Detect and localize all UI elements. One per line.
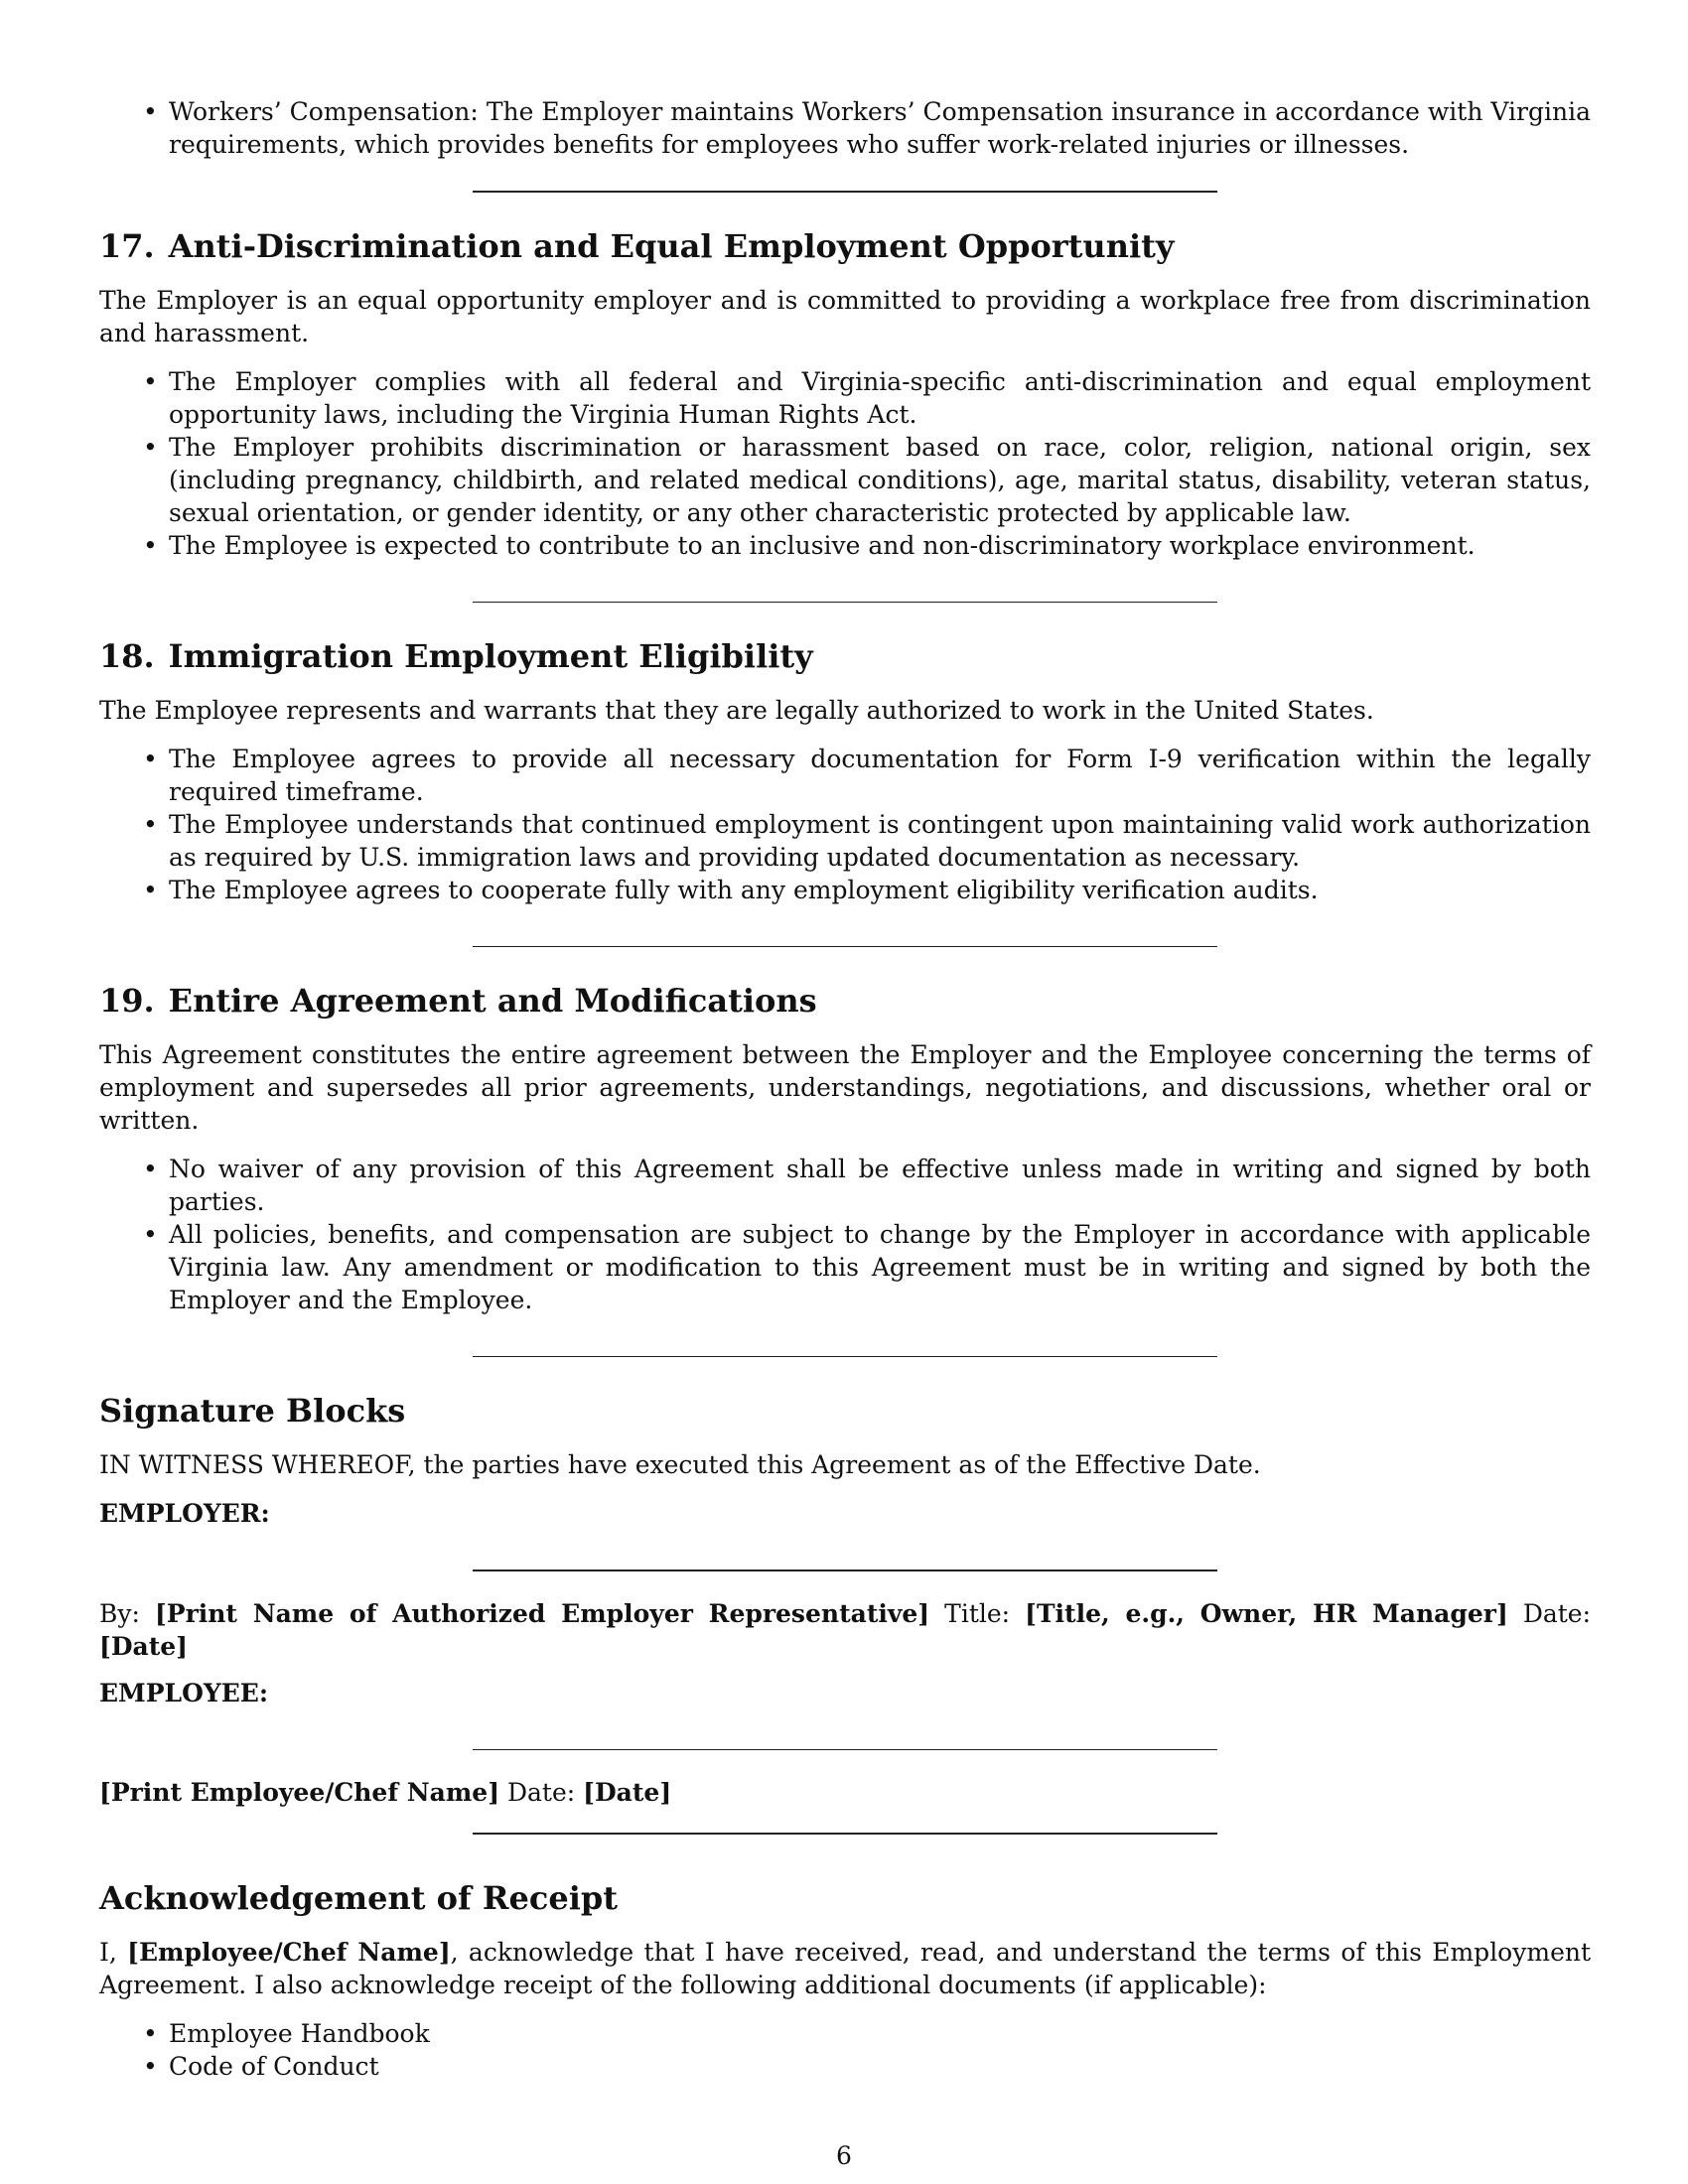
section-heading [99, 636, 1591, 676]
section-divider [473, 191, 1217, 193]
section-number: 17. [99, 227, 155, 265]
acknowledgement-text [99, 1936, 1591, 2001]
section-number: 18. [99, 637, 155, 675]
employer-signature-row [99, 1597, 1591, 1663]
section-heading [99, 226, 1591, 266]
employee-signature-row [99, 1776, 1591, 1809]
documents-list [99, 2017, 1591, 2083]
section-divider [473, 1833, 1217, 1835]
list-item: • The Employee is expected to contribute to an inclusive and non-discriminatory workplace environment. [169, 529, 1591, 562]
list-item: • No waiver of any provision of this Agreement shall be effective unless made in writing and signed by both parties. [169, 1153, 1591, 1218]
list-item: • The Employer prohibits discrimination or harassment based on race, color, religion, national origin, sex (including pregnancy, childbirth, and related medical conditions), age, marital status, disability, veteran status, sexual orientation, or gender identity, or any other characteristic protected by applicable law. [169, 431, 1591, 529]
list-item: • The Employer complies with all federal and Virginia-specific anti-discrimination and equal employment opportunity laws, including the Virginia Human Rights Act. [169, 365, 1591, 431]
section-heading [99, 981, 1591, 1021]
employer-signature-line [473, 1570, 1217, 1571]
signature-blocks [99, 1391, 1591, 1809]
witness-statement: IN WITNESS WHEREOF, the parties have executed this Agreement as of the Effective Date. [99, 1450, 1261, 1479]
document-page [99, 95, 1591, 2083]
title-label: Title: [944, 1599, 1011, 1628]
acknowledgement-title: Acknowledgement of Receipt [99, 1879, 619, 1917]
list-item: • All policies, benefits, and compensation are subject to change by the Employer in accordance with applicable Virginia law. Any amendment or modification to this Agreement must be in writing and signed by both the Employer and the Employee. [169, 1218, 1591, 1316]
section-bullet-list [99, 743, 1591, 906]
section-bullet-list [99, 1153, 1591, 1316]
section-title: Anti-Discrimination and Equal Employment Opportunity [168, 227, 1175, 265]
date-label: Date: [1522, 1599, 1592, 1628]
section-18 [99, 636, 1591, 906]
date-label: Date: [506, 1778, 576, 1807]
employer-name-placeholder: [Print Name of Authorized Employer Representative] [154, 1599, 930, 1628]
intro-bullet-list [99, 95, 1591, 161]
list-item: • Workers’ Compensation: The Employer maintains Workers’ Compensation insurance in accordance with Virginia requirements, which provides benefits for employees who suffer work-related injuries or illnesses. [169, 95, 1591, 161]
section-divider [473, 1356, 1217, 1357]
section-17 [99, 226, 1591, 562]
acknowledgement-body: , acknowledge that I have received, read, and understand the terms of this Employment Agreement. I also acknowledge receipt of the following additional documents (if applicable): [99, 1938, 1592, 1999]
employee-label: EMPLOYEE: [99, 1679, 269, 1707]
employer-date-placeholder: [Date] [99, 1632, 188, 1661]
list-item: • Code of Conduct [169, 2050, 1591, 2083]
employee-date-placeholder: [Date] [583, 1778, 672, 1807]
section-title: Immigration Employment Eligibility [168, 637, 813, 675]
section-number: 19. [99, 982, 155, 1020]
employee-name-placeholder: [Employee/Chef Name] [127, 1938, 451, 1967]
section-title: Entire Agreement and Modifications [168, 982, 817, 1020]
acknowledgement-prefix: I, [99, 1938, 117, 1967]
section-intro: The Employer is an equal opportunity employer and is committed to providing a workplace free from discrimination and harassment. [99, 286, 1591, 347]
section-divider [473, 602, 1217, 603]
section-bullet-list [99, 365, 1591, 562]
list-item: • The Employee understands that continued employment is contingent upon maintaining valid work authorization as required by U.S. immigration laws and providing updated documentation as necessary. [169, 808, 1591, 874]
list-item: • The Employee agrees to cooperate fully with any employment eligibility verification audits. [169, 874, 1591, 906]
employer-label: EMPLOYER: [99, 1499, 270, 1528]
section-divider [473, 946, 1217, 947]
section-19 [99, 981, 1591, 1316]
employee-name-placeholder: [Print Employee/Chef Name] [99, 1778, 500, 1807]
section-intro: This Agreement constitutes the entire agreement between the Employer and the Employee concerning the terms of employment and supersedes all prior agreements, understandings, negotiations, and discussions, whether oral or written. [99, 1040, 1591, 1135]
list-item: • The Employee agrees to provide all necessary documentation for Form I-9 verification within the legally required timeframe. [169, 743, 1591, 808]
by-label: By: [99, 1599, 140, 1628]
section-intro: The Employee represents and warrants that they are legally authorized to work in the United States. [99, 696, 1374, 725]
signature-title: Signature Blocks [99, 1392, 406, 1430]
employee-signature-line [473, 1749, 1217, 1750]
employer-title-placeholder: [Title, e.g., Owner, HR Manager] [1025, 1599, 1508, 1628]
page-number: 6 [836, 2141, 852, 2170]
list-item: • Employee Handbook [169, 2017, 1591, 2050]
acknowledgement-section [99, 1878, 1591, 2083]
